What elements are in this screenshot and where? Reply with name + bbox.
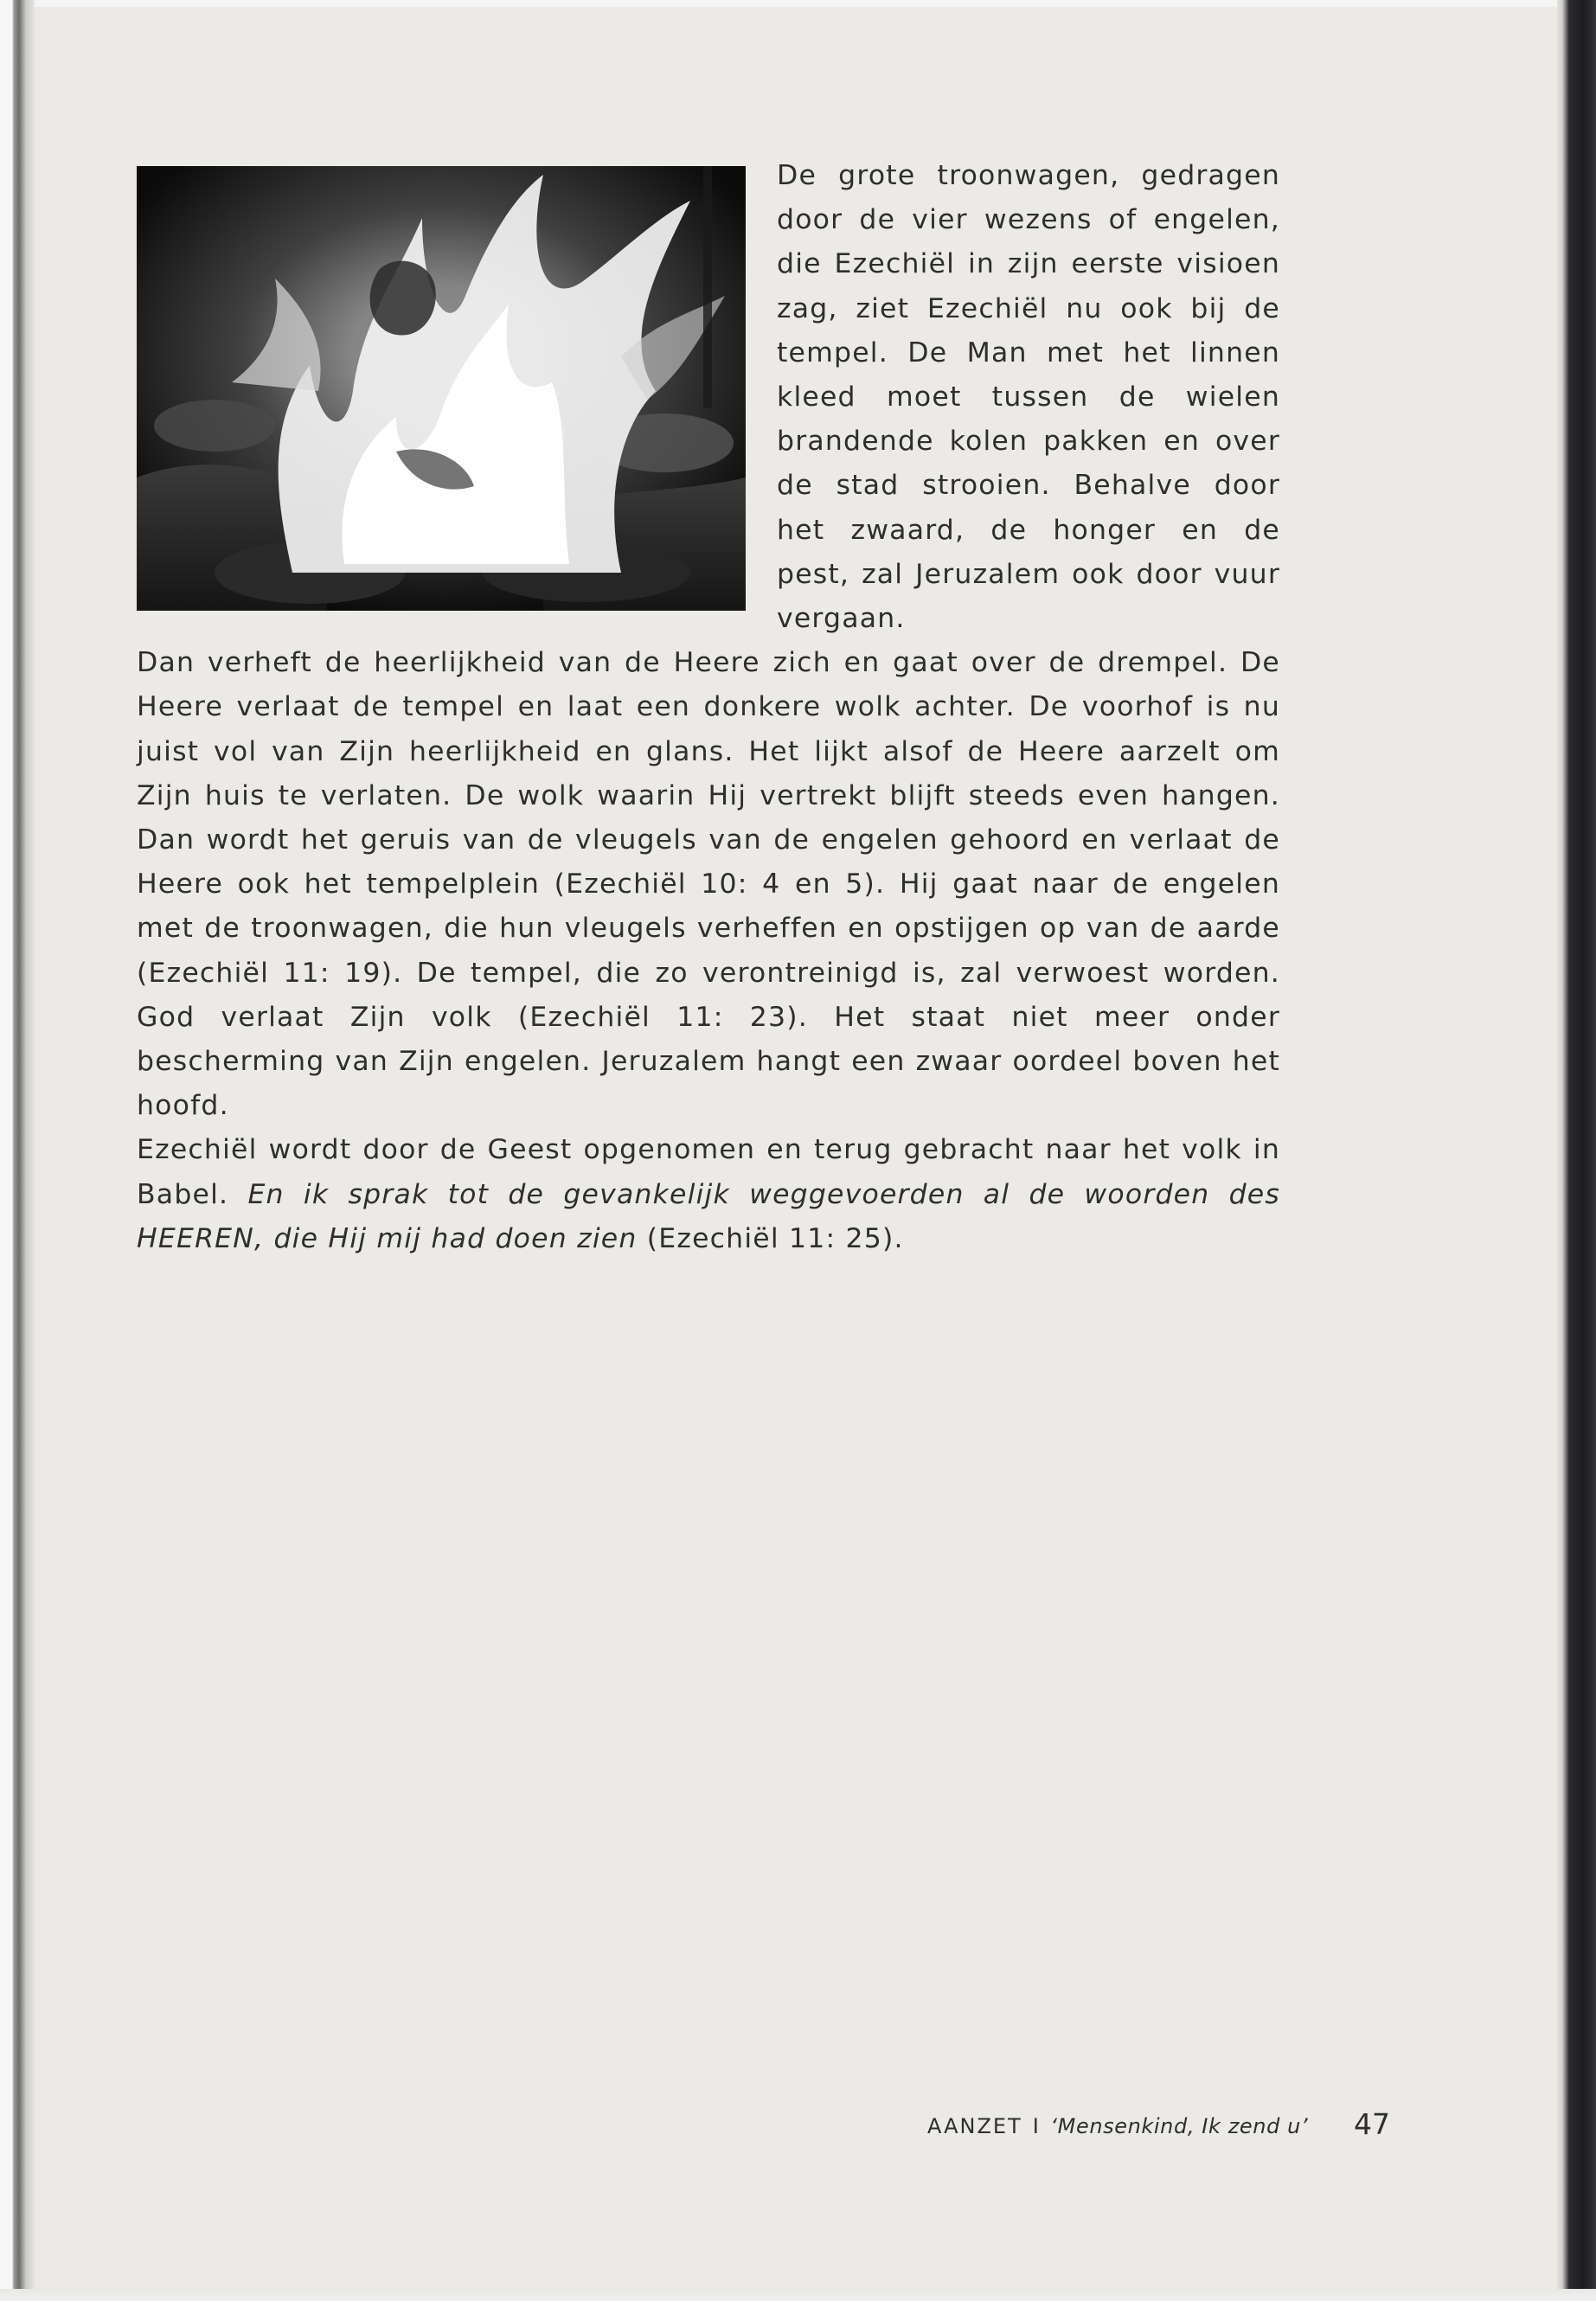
paragraph-1: De grote troonwagen, gedragen door de vier wezens of engelen, die Ezechiël in zijn eerste visioen zag, ziet Ezechiël nu ook bij de tempel. De Man met het linnen kleed moet tussen de wielen brandende kolen pakken en over de stad strooien. Behalve door het zwaard, de honger en de pest, zal Jeruzalem ook door vuur vergaan. (777, 160, 1280, 635)
page-left-edge (0, 0, 35, 2301)
page-bottom-edge (0, 2289, 1596, 2301)
footer-separator: I (1032, 2114, 1041, 2138)
page-right-edge (1557, 0, 1596, 2301)
article-body (137, 154, 1280, 1261)
scripture-reference: (Ezechiël 11: 25). (637, 1222, 904, 1254)
page-number: 47 (1354, 2107, 1390, 2141)
paragraph-3-start: Ezechiël wordt door de Geest opgenomen en terug gebracht naar het volk in Babel. (137, 1134, 1280, 1210)
footer-section-name: AANZET (927, 2114, 1022, 2138)
running-footer (927, 2114, 1308, 2138)
footer-chapter-title: ‘Mensenkind, Ik zend u’ (1050, 2114, 1309, 2138)
page-top-edge (0, 0, 1596, 7)
paragraph-3 (137, 1128, 1280, 1261)
campfire-image (137, 166, 746, 611)
paragraph-2: Dan verheft de heerlijkheid van de Heere zich en gaat over de drempel. De Heere verlaat de tempel en laat een donkere wolk achter. De voorhof is nu juist vol van Zijn heerlijkheid en glans. Het lijkt alsof de Heere aarzelt om Zijn huis te verlaten. De wolk waarin Hij vertrekt blijft steeds even hangen. Dan wordt het geruis van de vleugels van de engelen gehoord en verlaat de Heere ook het tempelplein (Ezechiël 10: 4 en 5). Hij gaat naar de engelen met de troonwagen, die hun vleugels verheffen en opstijgen op van de aarde (Ezechiël 11: 19). De tempel, die zo verontreinigd is, zal verwoest worden. God verlaat Zijn volk (Ezechiël 11: 23). Het staat niet meer onder bescherming van Zijn engelen. Jeruzalem hangt een zwaar oordeel boven het hoofd. (137, 647, 1280, 1122)
campfire-photo (137, 166, 746, 611)
scripture-quote: En ik sprak tot de gevankelijk weggevoerden al de woorden des HEEREN, die Hij mij had doen zien (137, 1178, 1280, 1254)
